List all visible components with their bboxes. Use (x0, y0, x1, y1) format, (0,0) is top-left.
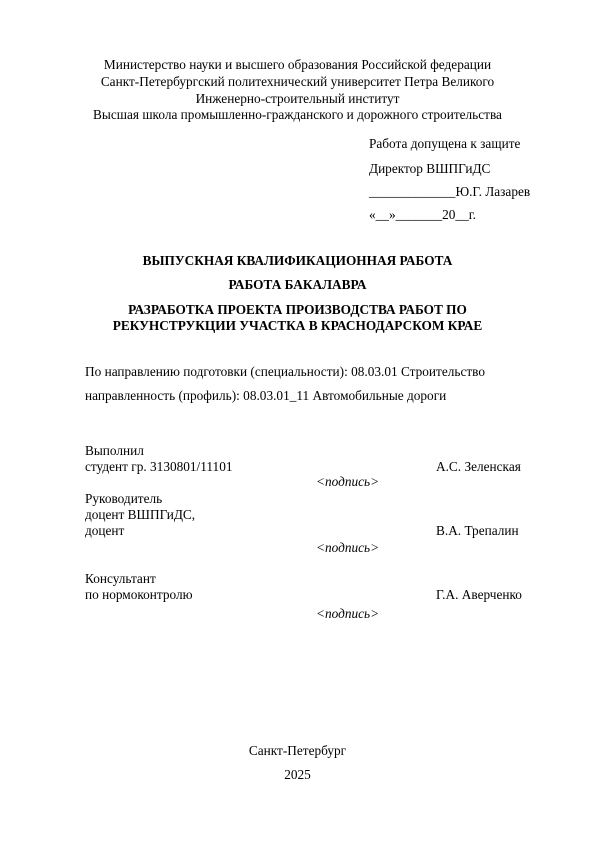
topic-title-line1: РАЗРАБОТКА ПРОЕКТА ПРОИЗВОДСТВА РАБОТ ПО (128, 302, 467, 317)
performed-signature: <подпись> (316, 474, 380, 489)
supervisor-signature: <подпись> (316, 540, 380, 555)
university-name: Санкт-Петербургский политехнический университет Петра Великого (100, 74, 495, 89)
supervisor-name: В.А. Трепалин (436, 523, 519, 538)
school-name: Высшая школа промышленно-гражданского и дорожного строительства (93, 107, 502, 122)
topic-title-line2: РЕКУНСТРУКЦИИ УЧАСТКА В КРАСНОДАРСКОМ КРАЕ (112, 318, 483, 333)
direction-line2: направленность (профиль): 08.03.01_11 Автомобильные дороги (85, 388, 447, 403)
performed-label: Выполнил (85, 443, 144, 458)
work-type-title: ВЫПУСКНАЯ КВАЛИФИКАЦИОННАЯ РАБОТА (142, 253, 453, 268)
footer-year: 2025 (284, 767, 311, 782)
director-name: Ю.Г. Лазарев (455, 184, 531, 199)
ministry-name: Министерство науки и высшего образования Российской федерации (103, 57, 492, 72)
approval-signature-line (369, 184, 530, 200)
supervisor-role-line2: доцент (85, 523, 125, 538)
supervisor-role-line1: доцент ВШПГиДС, (85, 507, 196, 522)
approval-director-title: Директор ВШПГиДС (369, 161, 491, 176)
consultant-role: по нормоконтролю (85, 587, 193, 602)
supervisor-label: Руководитель (85, 491, 163, 506)
signature-blank: _____________ (369, 184, 456, 199)
performed-name: А.С. Зеленская (436, 459, 521, 474)
approval-admitted: Работа допущена к защите (369, 136, 521, 151)
direction-line1: По направлению подготовки (специальности): 08.03.01 Строительство (85, 364, 485, 379)
consultant-name: Г.А. Аверченко (436, 587, 522, 602)
consultant-signature: <подпись> (316, 606, 380, 621)
work-degree-title: РАБОТА БАКАЛАВРА (228, 277, 367, 292)
consultant-label: Консультант (85, 571, 156, 586)
footer-city: Санкт-Петербург (248, 743, 347, 758)
institute-name: Инженерно-строительный институт (195, 91, 400, 106)
performed-role: студент гр. 3130801/11101 (85, 459, 233, 474)
approval-date-line: «__»_______20__г. (369, 207, 477, 222)
